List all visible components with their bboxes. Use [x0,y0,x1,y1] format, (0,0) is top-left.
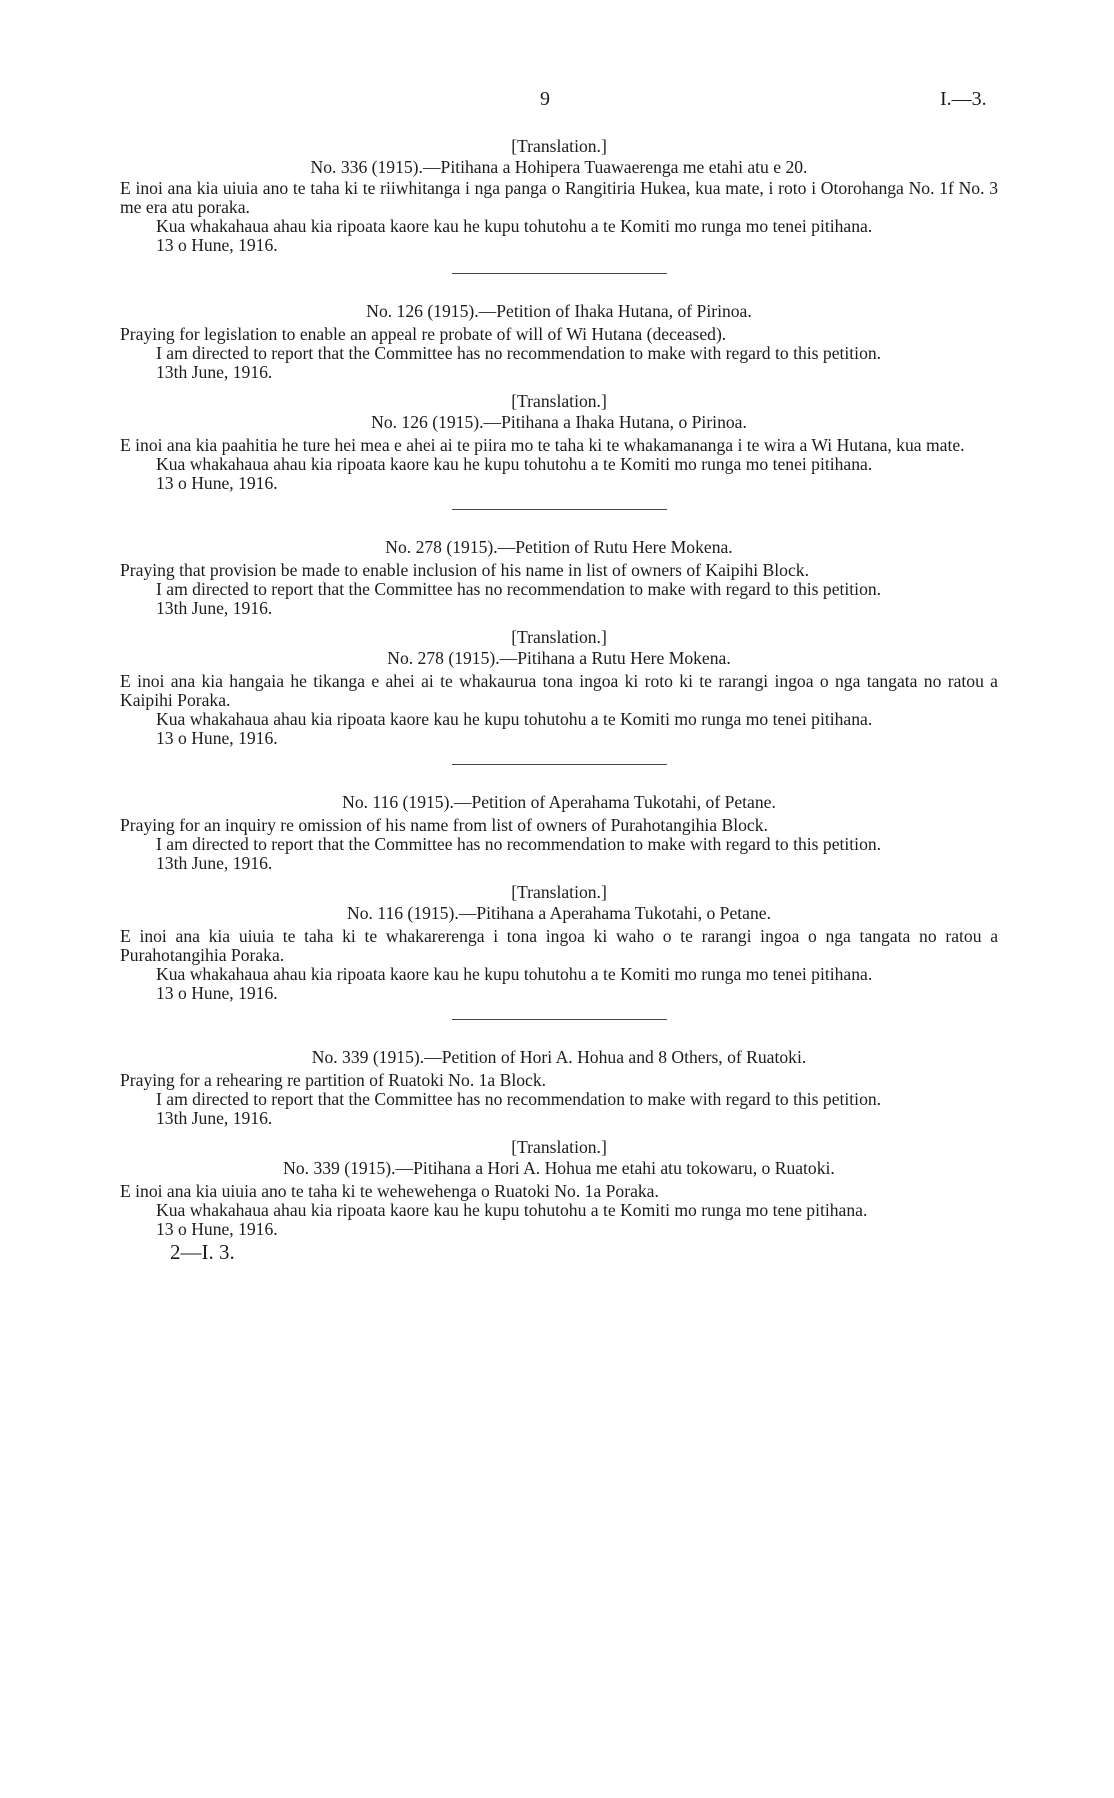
section-divider [452,273,667,274]
section-divider [452,764,667,765]
petition-report: I am directed to report that the Committee has no recommendation to make with regard to this petition. [156,834,882,854]
petition-title: No. 116 (1915).—Petition of Aperahama Tukotahi, of Petane. [342,792,776,812]
petition-report: I am directed to report that the Committee has no recommendation to make with regard to this petition. [156,343,882,363]
translation-body: E inoi ana kia hangaia he tikanga e ahei ai te whakaurua tona ingoa ki roto ki te rarangi ingoa o nga tangata no ratou a Kaipihi Poraka. [120,671,998,710]
document-reference: I.—3. [940,88,987,110]
translation-heading: [Translation.] [511,627,607,647]
petition-praying: Praying for a rehearing re partition of Ruatoki No. 1a Block. [120,1070,547,1090]
page-number: 9 [540,88,550,110]
translation-heading: [Translation.] [511,882,607,902]
translation-date: 13 o Hune, 1916. [156,473,278,493]
translation-title: No. 278 (1915).—Pitihana a Rutu Here Mokena. [387,648,731,668]
translation-title: No. 126 (1915).—Pitihana a Ihaka Hutana, o Pirinoa. [371,412,747,432]
translation-report: Kua whakahaua ahau kia ripoata kaore kau he kupu tohutohu a te Komiti mo runga mo tene pitihana. [156,1200,868,1220]
translation-date: 13 o Hune, 1916. [156,728,278,748]
translation-report: Kua whakahaua ahau kia ripoata kaore kau he kupu tohutohu a te Komiti mo runga mo tenei pitihana. [156,454,873,474]
translation-heading: [Translation.] [511,391,607,411]
translation-report: Kua whakahaua ahau kia ripoata kaore kau he kupu tohutohu a te Komiti mo runga mo tenei pitihana. [156,216,873,236]
document-body [120,137,998,1262]
translation-title: No. 336 (1915).—Pitihana a Hohipera Tuawaerenga me etahi atu e 20. [310,157,808,177]
section-divider [452,1019,667,1020]
translation-title: No. 116 (1915).—Pitihana a Aperahama Tukotahi, o Petane. [347,903,771,923]
page-footer-signature: 2—I. 3. [170,1240,235,1264]
petition-date: 13th June, 1916. [156,362,273,382]
petition-praying: Praying that provision be made to enable inclusion of his name in list of owners of Kaipihi Block. [120,560,809,580]
translation-date: 13 o Hune, 1916. [156,983,278,1003]
translation-body: E inoi ana kia paahitia he ture hei mea e ahei ai te piira mo te taha ki te whakamananga i te wira a Wi Hutana, kua mate. [120,435,965,455]
petition-date: 13th June, 1916. [156,1108,273,1128]
translation-title: No. 339 (1915).—Pitihana a Hori A. Hohua me etahi atu tokowaru, o Ruatoki. [283,1158,835,1178]
translation-date: 13 o Hune, 1916. [156,235,278,255]
translation-body: E inoi ana kia uiuia te taha ki te whakarerenga i tona ingoa ki waho o te rarangi ingoa o nga tangata no ratou a Purahotangihia Poraka. [120,926,998,965]
translation-report: Kua whakahaua ahau kia ripoata kaore kau he kupu tohutohu a te Komiti mo runga mo tenei pitihana. [156,964,873,984]
petition-praying: Praying for legislation to enable an appeal re probate of will of Wi Hutana (deceased). [120,324,727,344]
petition-report: I am directed to report that the Committee has no recommendation to make with regard to this petition. [156,1089,882,1109]
petition-title: No. 126 (1915).—Petition of Ihaka Hutana, of Pirinoa. [366,301,752,321]
section-divider [452,509,667,510]
petition-date: 13th June, 1916. [156,853,273,873]
petition-praying: Praying for an inquiry re omission of his name from list of owners of Purahotangihia Block. [120,815,768,835]
translation-heading: [Translation.] [511,1137,607,1157]
translation-body: E inoi ana kia uiuia ano te taha ki te riiwhitanga i nga panga o Rangitiria Hukea, kua mate, i roto i Otorohanga No. 1f No. 3 me era atu poraka. [120,178,998,217]
translation-body: E inoi ana kia uiuia ano te taha ki te wehewehenga o Ruatoki No. 1a Poraka. [120,1181,659,1201]
translation-report: Kua whakahaua ahau kia ripoata kaore kau he kupu tohutohu a te Komiti mo runga mo tenei pitihana. [156,709,873,729]
petition-title: No. 339 (1915).—Petition of Hori A. Hohua and 8 Others, of Ruatoki. [311,1047,807,1067]
translation-heading: [Translation.] [511,136,607,156]
petition-report: I am directed to report that the Committee has no recommendation to make with regard to this petition. [156,579,882,599]
petition-date: 13th June, 1916. [156,598,273,618]
petition-title: No. 278 (1915).—Petition of Rutu Here Mokena. [385,537,733,557]
translation-date: 13 o Hune, 1916. [156,1219,278,1239]
